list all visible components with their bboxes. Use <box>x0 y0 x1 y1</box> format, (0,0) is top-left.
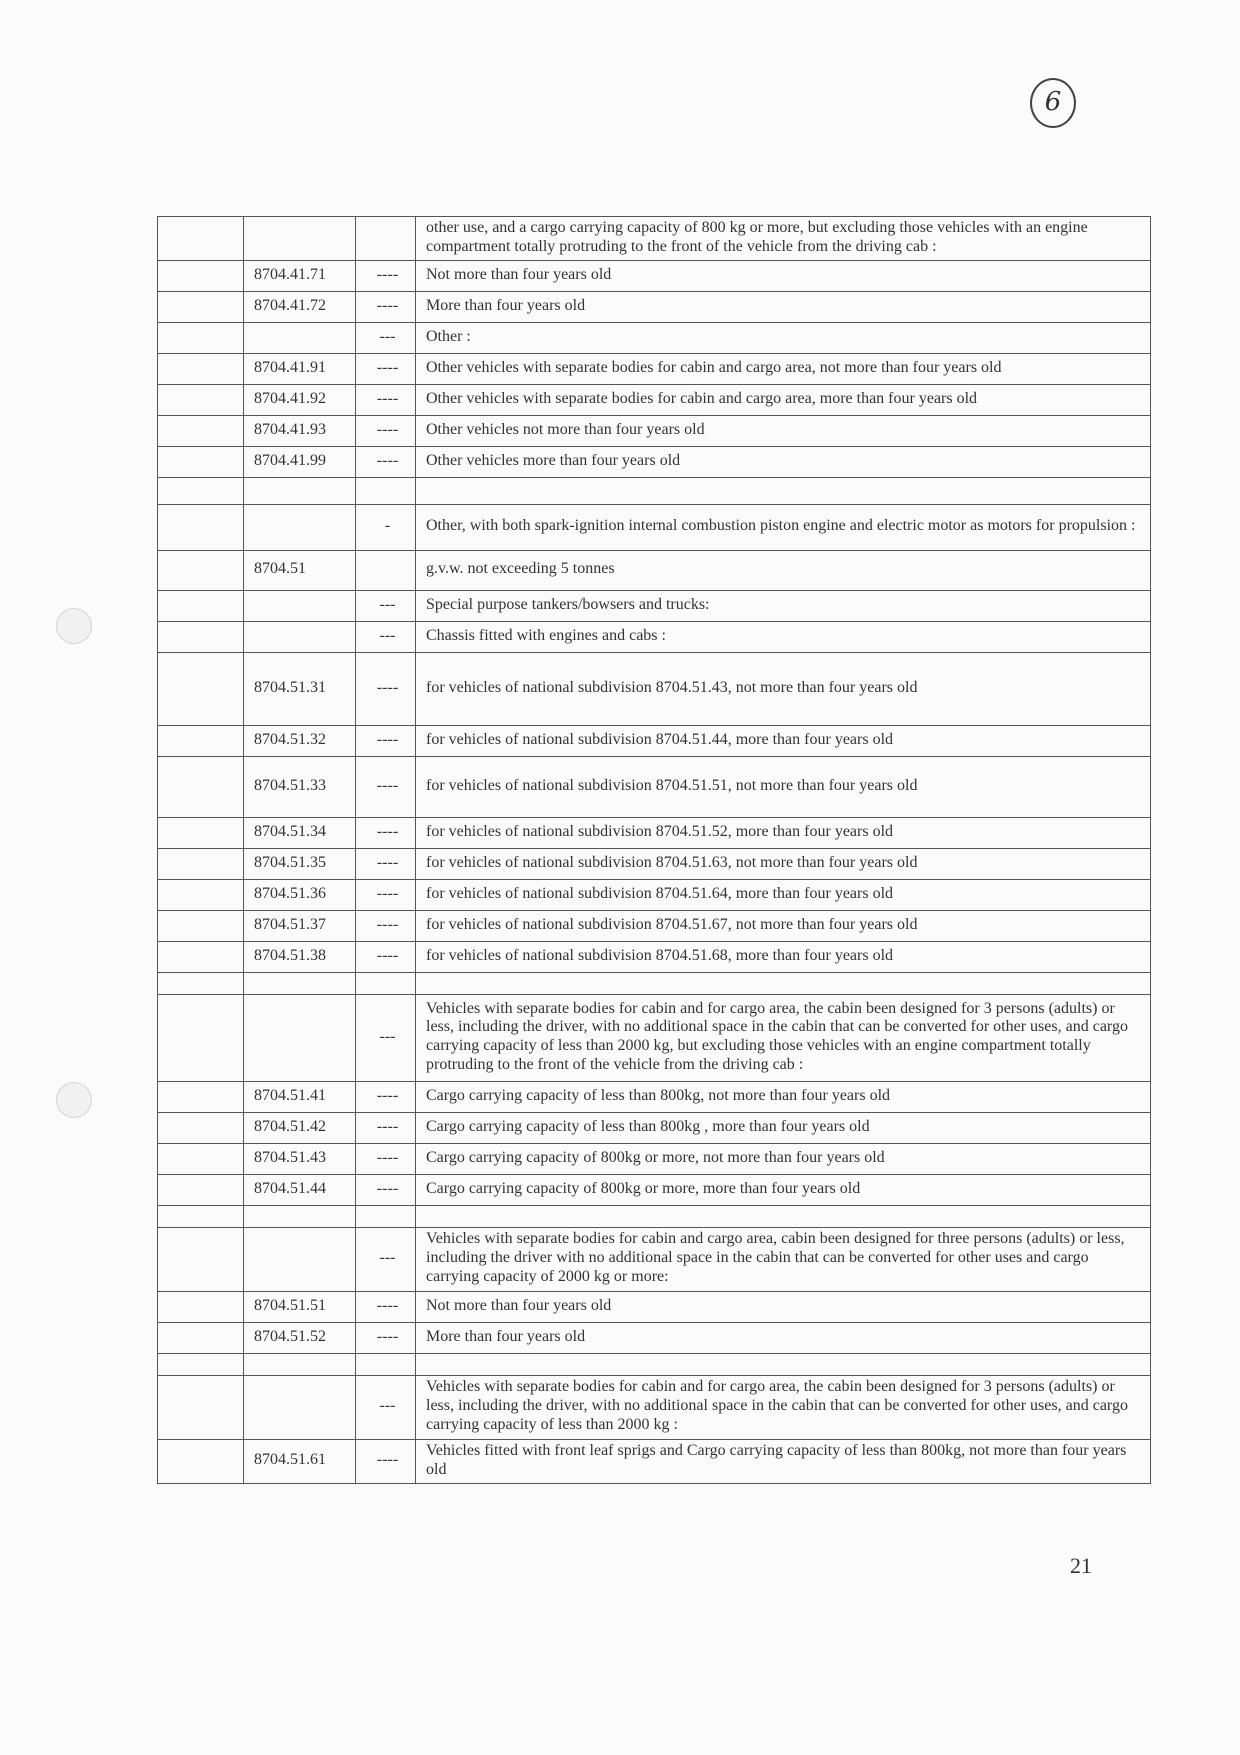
level-dash-cell: ---- <box>356 1143 416 1174</box>
table-row <box>158 353 1151 384</box>
blank-cell <box>158 1439 244 1483</box>
tariff-code-cell <box>244 621 356 652</box>
description-cell: Other vehicles not more than four years old <box>416 415 1151 446</box>
description-cell: Chassis fitted with engines and cabs : <box>416 621 1151 652</box>
tariff-code-cell: 8704.51.38 <box>244 941 356 972</box>
description-cell: More than four years old <box>416 291 1151 322</box>
table-row <box>158 1353 1151 1375</box>
tariff-code-cell <box>244 994 356 1081</box>
blank-cell <box>158 260 244 291</box>
level-dash-cell: ---- <box>356 1174 416 1205</box>
tariff-code-cell: 8704.51.42 <box>244 1112 356 1143</box>
description-cell: for vehicles of national subdivision 8704.51.63, not more than four years old <box>416 848 1151 879</box>
level-dash-cell: ---- <box>356 1081 416 1112</box>
level-dash-cell: ---- <box>356 291 416 322</box>
blank-cell <box>158 384 244 415</box>
description-cell: g.v.w. not exceeding 5 tonnes <box>416 550 1151 590</box>
table-row <box>158 994 1151 1081</box>
description-cell: Not more than four years old <box>416 260 1151 291</box>
level-dash-cell <box>356 1205 416 1227</box>
level-dash-cell: --- <box>356 322 416 353</box>
level-dash-cell <box>356 550 416 590</box>
description-cell: for vehicles of national subdivision 8704.51.44, more than four years old <box>416 725 1151 756</box>
table-row <box>158 1322 1151 1353</box>
level-dash-cell: ---- <box>356 415 416 446</box>
level-dash-cell: ---- <box>356 1112 416 1143</box>
description-cell: other use, and a cargo carrying capacity of 800 kg or more, but excluding those vehicles with an engine compartment totally protruding to the front of the vehicle from the driving cab : <box>416 217 1151 261</box>
table-row <box>158 322 1151 353</box>
table-row <box>158 848 1151 879</box>
level-dash-cell: ---- <box>356 910 416 941</box>
description-cell <box>416 1353 1151 1375</box>
tariff-code-cell: 8704.51.35 <box>244 848 356 879</box>
tariff-code-cell: 8704.41.71 <box>244 260 356 291</box>
level-dash-cell: ---- <box>356 879 416 910</box>
table-row <box>158 1143 1151 1174</box>
level-dash-cell <box>356 217 416 261</box>
level-dash-cell: --- <box>356 1375 416 1439</box>
description-cell: for vehicles of national subdivision 8704.51.51, not more than four years old <box>416 756 1151 817</box>
description-cell: Cargo carrying capacity of 800kg or more, more than four years old <box>416 1174 1151 1205</box>
blank-cell <box>158 322 244 353</box>
table-row <box>158 817 1151 848</box>
blank-cell <box>158 504 244 550</box>
level-dash-cell: ---- <box>356 446 416 477</box>
description-cell: Vehicles with separate bodies for cabin and cargo area, cabin been designed for three persons (adults) or less, including the driver with no additional space in the cabin that can be converted for other uses and cargo carrying capacity of 2000 kg or more: <box>416 1227 1151 1291</box>
blank-cell <box>158 1375 244 1439</box>
tariff-code-cell: 8704.51.33 <box>244 756 356 817</box>
blank-cell <box>158 621 244 652</box>
level-dash-cell: ---- <box>356 941 416 972</box>
blank-cell <box>158 291 244 322</box>
level-dash-cell: ---- <box>356 652 416 725</box>
description-cell: More than four years old <box>416 1322 1151 1353</box>
punch-hole-top <box>56 608 92 644</box>
table-row <box>158 291 1151 322</box>
level-dash-cell: --- <box>356 1227 416 1291</box>
description-cell: Other vehicles with separate bodies for cabin and cargo area, not more than four years old <box>416 353 1151 384</box>
level-dash-cell: --- <box>356 621 416 652</box>
level-dash-cell <box>356 972 416 994</box>
description-cell: Vehicles with separate bodies for cabin and for cargo area, the cabin been designed for 3 persons (adults) or less, including the driver, with no additional space in the cabin that can be converted for other uses, and cargo carrying capacity of less than 2000 kg, but excluding those vehicles with an engine compartment totally protruding to the front of the vehicle from the driving cab : <box>416 994 1151 1081</box>
table-row <box>158 652 1151 725</box>
blank-cell <box>158 1174 244 1205</box>
tariff-code-cell: 8704.51 <box>244 550 356 590</box>
level-dash-cell: --- <box>356 590 416 621</box>
description-cell: Cargo carrying capacity of less than 800kg, not more than four years old <box>416 1081 1151 1112</box>
blank-cell <box>158 652 244 725</box>
description-cell: Other : <box>416 322 1151 353</box>
description-cell: for vehicles of national subdivision 8704.51.52, more than four years old <box>416 817 1151 848</box>
blank-cell <box>158 353 244 384</box>
description-cell: Not more than four years old <box>416 1291 1151 1322</box>
description-cell: for vehicles of national subdivision 8704.51.43, not more than four years old <box>416 652 1151 725</box>
level-dash-cell <box>356 1353 416 1375</box>
tariff-code-cell <box>244 1205 356 1227</box>
description-cell <box>416 1205 1151 1227</box>
table-row <box>158 590 1151 621</box>
level-dash-cell: ---- <box>356 1439 416 1483</box>
level-dash-cell: --- <box>356 994 416 1081</box>
description-cell: Vehicles with separate bodies for cabin and for cargo area, the cabin been designed for 3 persons (adults) or less, including the driver, with no additional space in the cabin that can be converted for other uses, and cargo carrying capacity of less than 2000 kg : <box>416 1375 1151 1439</box>
table-row <box>158 1439 1151 1483</box>
blank-cell <box>158 1112 244 1143</box>
table-row <box>158 756 1151 817</box>
blank-cell <box>158 550 244 590</box>
level-dash-cell: ---- <box>356 725 416 756</box>
tariff-code-cell: 8704.41.91 <box>244 353 356 384</box>
blank-cell <box>158 1291 244 1322</box>
blank-cell <box>158 1322 244 1353</box>
table-row <box>158 879 1151 910</box>
description-cell: Cargo carrying capacity of less than 800kg , more than four years old <box>416 1112 1151 1143</box>
tariff-code-cell: 8704.51.32 <box>244 725 356 756</box>
table-row <box>158 972 1151 994</box>
table-row <box>158 446 1151 477</box>
blank-cell <box>158 848 244 879</box>
blank-cell <box>158 879 244 910</box>
level-dash-cell: - <box>356 504 416 550</box>
description-cell: Cargo carrying capacity of 800kg or more, not more than four years old <box>416 1143 1151 1174</box>
table-row <box>158 621 1151 652</box>
description-cell: Other, with both spark-ignition internal combustion piston engine and electric motor as motors for propulsion : <box>416 504 1151 550</box>
blank-cell <box>158 446 244 477</box>
tariff-table <box>157 216 1151 1484</box>
table-row <box>158 1174 1151 1205</box>
tariff-code-cell <box>244 972 356 994</box>
blank-cell <box>158 972 244 994</box>
table-row <box>158 941 1151 972</box>
blank-cell <box>158 756 244 817</box>
page-mark-circled-number: 6 <box>1030 78 1076 128</box>
level-dash-cell: ---- <box>356 260 416 291</box>
blank-cell <box>158 1143 244 1174</box>
tariff-code-cell: 8704.51.41 <box>244 1081 356 1112</box>
tariff-code-cell: 8704.51.51 <box>244 1291 356 1322</box>
level-dash-cell: ---- <box>356 384 416 415</box>
blank-cell <box>158 725 244 756</box>
tariff-table-body <box>158 217 1151 1484</box>
table-row <box>158 1227 1151 1291</box>
tariff-code-cell <box>244 1227 356 1291</box>
description-cell: for vehicles of national subdivision 8704.51.67, not more than four years old <box>416 910 1151 941</box>
description-cell: Vehicles fitted with front leaf sprigs and Cargo carrying capacity of less than 800kg, not more than four years old <box>416 1439 1151 1483</box>
description-cell <box>416 972 1151 994</box>
description-cell: Special purpose tankers/bowsers and trucks: <box>416 590 1151 621</box>
description-cell: for vehicles of national subdivision 8704.51.64, more than four years old <box>416 879 1151 910</box>
table-row <box>158 725 1151 756</box>
tariff-code-cell <box>244 1353 356 1375</box>
description-cell <box>416 477 1151 504</box>
tariff-code-cell <box>244 477 356 504</box>
blank-cell <box>158 415 244 446</box>
level-dash-cell: ---- <box>356 1291 416 1322</box>
blank-cell <box>158 1227 244 1291</box>
table-row <box>158 384 1151 415</box>
table-row <box>158 550 1151 590</box>
description-cell: for vehicles of national subdivision 8704.51.68, more than four years old <box>416 941 1151 972</box>
tariff-code-cell <box>244 590 356 621</box>
table-row <box>158 910 1151 941</box>
blank-cell <box>158 1353 244 1375</box>
tariff-code-cell: 8704.51.31 <box>244 652 356 725</box>
tariff-code-cell <box>244 504 356 550</box>
tariff-code-cell: 8704.51.36 <box>244 879 356 910</box>
table-row <box>158 260 1151 291</box>
table-row <box>158 477 1151 504</box>
level-dash-cell: ---- <box>356 1322 416 1353</box>
tariff-code-cell: 8704.41.92 <box>244 384 356 415</box>
tariff-code-cell: 8704.51.52 <box>244 1322 356 1353</box>
description-cell: Other vehicles with separate bodies for cabin and cargo area, more than four years old <box>416 384 1151 415</box>
level-dash-cell: ---- <box>356 848 416 879</box>
tariff-code-cell <box>244 217 356 261</box>
table-row <box>158 217 1151 261</box>
blank-cell <box>158 1081 244 1112</box>
table-row <box>158 1081 1151 1112</box>
blank-cell <box>158 590 244 621</box>
table-row <box>158 415 1151 446</box>
table-row <box>158 1205 1151 1227</box>
blank-cell <box>158 994 244 1081</box>
tariff-code-cell <box>244 1375 356 1439</box>
blank-cell <box>158 910 244 941</box>
blank-cell <box>158 217 244 261</box>
tariff-code-cell: 8704.41.72 <box>244 291 356 322</box>
tariff-code-cell <box>244 322 356 353</box>
blank-cell <box>158 941 244 972</box>
tariff-code-cell: 8704.51.61 <box>244 1439 356 1483</box>
blank-cell <box>158 477 244 504</box>
tariff-code-cell: 8704.41.93 <box>244 415 356 446</box>
page-number: 21 <box>1070 1553 1092 1578</box>
tariff-code-cell: 8704.51.37 <box>244 910 356 941</box>
level-dash-cell <box>356 477 416 504</box>
tariff-code-cell: 8704.51.44 <box>244 1174 356 1205</box>
punch-hole-bottom <box>56 1082 92 1118</box>
blank-cell <box>158 1205 244 1227</box>
tariff-code-cell: 8704.51.43 <box>244 1143 356 1174</box>
tariff-code-cell: 8704.41.99 <box>244 446 356 477</box>
table-row <box>158 1112 1151 1143</box>
tariff-code-cell: 8704.51.34 <box>244 817 356 848</box>
table-row <box>158 1291 1151 1322</box>
level-dash-cell: ---- <box>356 756 416 817</box>
table-row <box>158 1375 1151 1439</box>
level-dash-cell: ---- <box>356 353 416 384</box>
level-dash-cell: ---- <box>356 817 416 848</box>
blank-cell <box>158 817 244 848</box>
description-cell: Other vehicles more than four years old <box>416 446 1151 477</box>
table-row <box>158 504 1151 550</box>
